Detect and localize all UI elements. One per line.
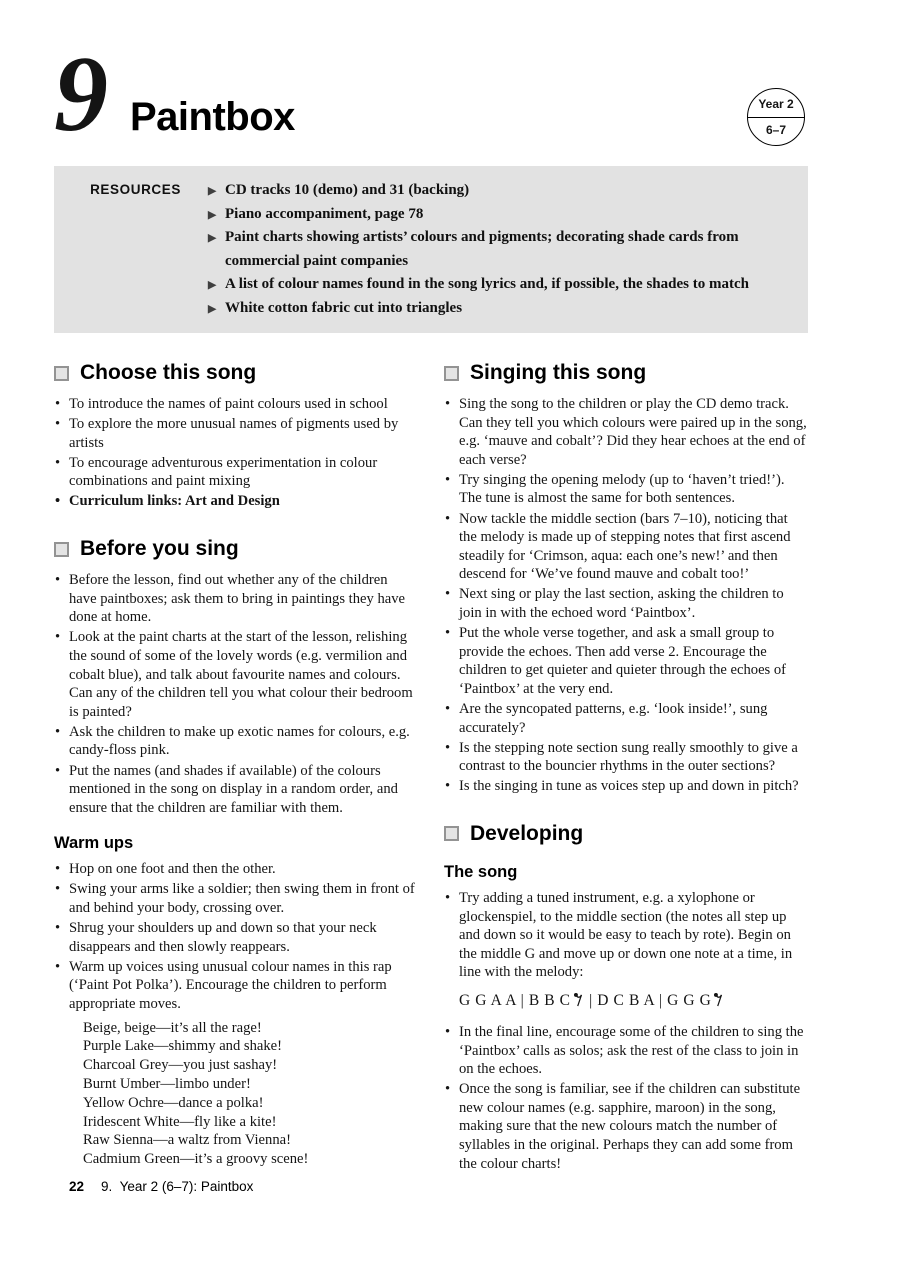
arrow-bullet-icon: ▶ [208,280,217,291]
section-heading-text: Singing this song [470,361,647,384]
section-heading-text: Before you sing [80,537,239,561]
rap-line: Cadmium Green—it’s a groovy scene! [83,1151,309,1168]
footer-text: 9. Year 2 (6–7): Paintbox [101,1179,254,1194]
bullet-item: • Once the song is familiar, see if the children can substitute new colour names (e.g. sapphire, maroon) in the song, making sure that the new colours match the number of syllables in the original. Perhaps they can add some from the colour charts! [444,1080,808,1173]
bullet-item: • Warm up voices using unusual colour names in this rap (‘Paint Pot Polka’). Encourage the children to perform appropriate moves. [54,958,418,1014]
rap-line: Beige, beige—it’s all the rage! [83,1019,262,1036]
year-badge-bottom: 6–7 [748,117,804,146]
year-badge-top: Year 2 [758,97,794,112]
eighth-rest-icon [713,992,723,1007]
bullet-item: • Swing your arms like a soldier; then swing them in front of and behind your body, crossing over. [54,880,418,917]
bullet-item: • Put the names (and shades if available) of the colours mentioned in the song on display in a random order, and ensure that the children are familiar with them. [54,762,418,818]
resource-item [208,179,790,203]
rap-line: Iridescent White—fly like a kite! [83,1113,277,1130]
page-title: Paintbox [130,95,295,139]
rap-line: Yellow Ochre—dance a polka! [83,1094,264,1111]
bullet-list [54,571,418,817]
bullet-list [444,889,808,982]
bullet-item: • Try singing the opening melody (up to ‘haven’t tried!’). The tune is almost the same for both sentences. [444,471,808,508]
rap-verse [83,1019,418,1169]
section-heading-text: Developing [470,821,584,845]
resource-item [208,297,790,321]
bullet-item: • Before the lesson, find out whether any of the children have paintboxes; ask them to bring in paintings they have done at home. [54,571,418,627]
section-developing [444,822,808,1173]
arrow-bullet-icon: ▶ [208,209,217,221]
resources-box [54,166,808,333]
bullet-list [54,395,418,511]
resources-list [208,179,790,320]
bullet-list [444,1023,808,1173]
bullet-item: • Hop on one foot and then the other. [54,860,418,879]
resource-item-text: Paint charts showing artists’ colours and pigments; decorating shade cards from commercial paint companies [225,229,739,269]
bullet-item: • Next sing or play the last section, asking the children to join in with the echoed word ‘Paintbox’. [444,585,808,622]
section-heading [444,822,808,846]
resource-item [208,273,790,297]
checkbox-square-icon [444,366,459,381]
bullet-item: • Now tackle the middle section (bars 7–10), noticing that the melody is made up of stepping notes that first ascend steadily for ‘Crimson, aqua: each one’s new!’ and then descend for ‘We’ve found mauve and cobalt too!’ [444,510,808,584]
bullet-item: • Try adding a tuned instrument, e.g. a xylophone or glockenspiel, to the middle section (the notes all step up and down so it would be easy to teach by rote). Begin on the middle G and move up or down one note at a time, in line with the melody: [444,889,808,982]
rap-line: Charcoal Grey—you just sashay! [83,1057,278,1074]
arrow-bullet-icon: ▶ [208,303,217,315]
checkbox-square-icon [54,542,69,557]
page-number: 22 [69,1179,85,1194]
rap-line: Burnt Umber—limbo under! [83,1075,251,1092]
two-column-layout [54,361,808,1175]
arrow-bullet-icon: ▶ [208,233,217,244]
bullet-item: • To explore the more unusual names of pigments used by artists [54,415,418,452]
resource-item-text: CD tracks 10 (demo) and 31 (backing) [225,182,470,198]
resource-item-text: Piano accompaniment, page 78 [225,205,424,222]
section-choose-this-song [54,361,418,511]
bullet-list [54,860,418,1013]
the-song-subheading: The song [444,862,518,881]
resource-item [208,203,790,227]
melody-notes: | D C B A | G G G [584,991,712,1009]
rap-line: Purple Lake—shimmy and shake! [83,1038,282,1055]
bullet-item: • Put the whole verse together, and ask a small group to provide the echoes. Then add verse 2. Encourage the children to get quieter and quieter through the echoes of ‘Paintbox’ at the very end. [444,624,808,698]
right-column [444,361,808,1175]
bullet-item: • Shrug your shoulders up and down so that your neck disappears and then slowly reappears. [54,919,418,956]
rap-line: Raw Sienna—a waltz from Vienna! [83,1132,291,1149]
resources-label: RESOURCES [90,182,181,197]
page-header [54,35,808,154]
curriculum-links-bullet: • Curriculum links: Art and Design [54,492,418,511]
resource-item-text: White cotton fabric cut into triangles [225,299,463,316]
bullet-item: • Are the syncopated patterns, e.g. ‘look inside!’, sung accurately? [444,700,808,737]
section-singing-this-song [444,361,808,796]
left-column [54,361,418,1175]
section-before-you-sing [54,537,418,1169]
section-heading [54,537,418,561]
eighth-rest-icon [573,992,583,1007]
arrow-bullet-icon: ▶ [208,186,217,197]
bullet-item: • Sing the song to the children or play the CD demo track. Can they tell you which colours were paired up in the song, e.g. ‘mauve and cobalt’? Did they hear echoes at the end of each verse? [444,395,808,469]
bullet-list [444,395,808,796]
bullet-item: • Is the singing in tune as voices step up and down in pitch? [444,777,808,796]
section-heading [444,361,808,385]
section-heading [54,361,418,385]
resource-item [208,226,790,273]
checkbox-square-icon [444,826,459,841]
bullet-item: • To introduce the names of paint colours used in school [54,395,418,414]
bullet-item: • In the final line, encourage some of the children to sing the ‘Paintbox’ calls as solos; ask the rest of the class to join in on the echoes. [444,1023,808,1079]
section-heading-text: Choose this song [80,361,257,384]
year-badge [747,88,805,146]
checkbox-square-icon [54,366,69,381]
bullet-item: • To encourage adventurous experimentation in colour combinations and paint mixing [54,454,418,491]
bullet-item: • Is the stepping note section sung really smoothly to give a contrast to the bouncier rhythms in the outer sections? [444,739,808,776]
melody-notes: G G A A | B B C [459,991,571,1009]
warm-ups-subheading: Warm ups [54,834,134,853]
bullet-item: • Ask the children to make up exotic names for colours, e.g. candy-floss pink. [54,723,418,760]
page-footer [54,1164,253,1209]
melody-line [459,992,808,1010]
unit-number: 9 [54,35,108,154]
resource-item-text: A list of colour names found in the song lyrics and, if possible, the shades to match [225,276,749,292]
bullet-item: • Look at the paint charts at the start of the lesson, relishing the sound of some of the lovely words (e.g. vermilion and cobalt blue), and talk about favourite names and colours. Can any of the children tell you what colour their bedroom is painted? [54,628,418,721]
